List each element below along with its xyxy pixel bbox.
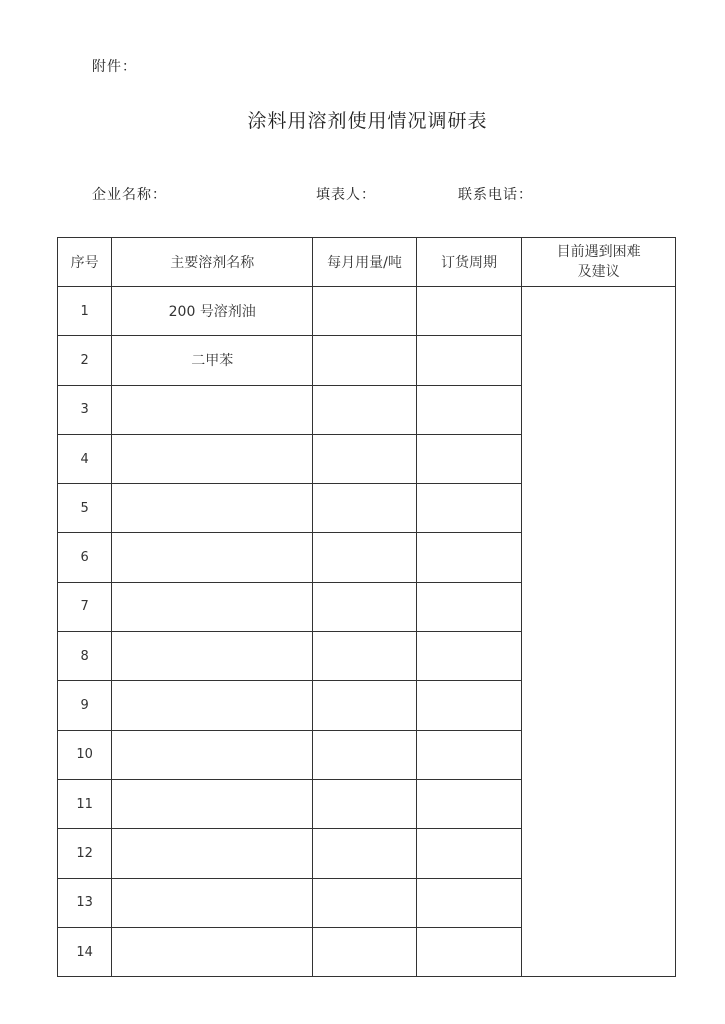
- table-body: [58, 287, 676, 977]
- order-cycle-cell[interactable]: [416, 779, 522, 828]
- solvent-name-cell[interactable]: 200 号溶剂油: [112, 287, 313, 336]
- monthly-usage-cell[interactable]: [313, 632, 417, 681]
- solvent-name-cell[interactable]: [112, 632, 313, 681]
- row-number-cell: 10: [58, 730, 112, 779]
- row-number-cell: 8: [58, 632, 112, 681]
- order-cycle-cell[interactable]: [416, 336, 522, 385]
- row-number-cell: 2: [58, 336, 112, 385]
- order-cycle-cell[interactable]: [416, 434, 522, 483]
- table-header-row: [58, 238, 676, 287]
- solvent-name-cell[interactable]: [112, 927, 313, 976]
- row-number-cell: 5: [58, 484, 112, 533]
- order-cycle-cell[interactable]: [416, 681, 522, 730]
- column-header-difficulties-line1: 目前遇到困难: [556, 244, 641, 260]
- monthly-usage-cell[interactable]: [313, 336, 417, 385]
- solvent-name-cell[interactable]: [112, 484, 313, 533]
- order-cycle-cell[interactable]: [416, 287, 522, 336]
- row-number-cell: 14: [58, 927, 112, 976]
- solvent-survey-table: [57, 237, 676, 977]
- solvent-name-cell[interactable]: [112, 779, 313, 828]
- company-name-label: 企业名称：: [92, 187, 167, 203]
- monthly-usage-cell[interactable]: [313, 927, 417, 976]
- solvent-name-cell[interactable]: 二甲苯: [112, 336, 313, 385]
- monthly-usage-cell[interactable]: [313, 681, 417, 730]
- row-number-cell: 4: [58, 434, 112, 483]
- monthly-usage-cell[interactable]: [313, 287, 417, 336]
- column-header-no: 序号: [58, 238, 112, 287]
- order-cycle-cell[interactable]: [416, 484, 522, 533]
- monthly-usage-cell[interactable]: [313, 385, 417, 434]
- solvent-name-cell[interactable]: [112, 681, 313, 730]
- monthly-usage-cell[interactable]: [313, 878, 417, 927]
- column-header-difficulties-line2: 及建议: [577, 264, 620, 280]
- column-header-monthly-usage: 每月用量/吨: [313, 238, 417, 287]
- order-cycle-cell[interactable]: [416, 385, 522, 434]
- solvent-name-cell[interactable]: [112, 730, 313, 779]
- solvent-name-cell[interactable]: [112, 434, 313, 483]
- monthly-usage-cell[interactable]: [313, 779, 417, 828]
- row-number-cell: 11: [58, 779, 112, 828]
- column-header-order-cycle: 订货周期: [416, 238, 522, 287]
- order-cycle-cell[interactable]: [416, 632, 522, 681]
- order-cycle-cell[interactable]: [416, 533, 522, 582]
- order-cycle-cell[interactable]: [416, 878, 522, 927]
- order-cycle-cell[interactable]: [416, 582, 522, 631]
- row-number-cell: 13: [58, 878, 112, 927]
- monthly-usage-cell[interactable]: [313, 533, 417, 582]
- document-title: 涂料用溶剂使用情况调研表: [247, 110, 488, 132]
- attachment-label: 附件：: [92, 59, 137, 75]
- order-cycle-cell[interactable]: [416, 927, 522, 976]
- row-number-cell: 3: [58, 385, 112, 434]
- monthly-usage-cell[interactable]: [313, 730, 417, 779]
- solvent-name-cell[interactable]: [112, 829, 313, 878]
- row-number-cell: 1: [58, 287, 112, 336]
- order-cycle-cell[interactable]: [416, 730, 522, 779]
- contact-phone-label: 联系电话：: [458, 187, 533, 203]
- form-filler-label: 填表人：: [316, 187, 376, 203]
- solvent-name-cell[interactable]: [112, 385, 313, 434]
- monthly-usage-cell[interactable]: [313, 484, 417, 533]
- monthly-usage-cell[interactable]: [313, 582, 417, 631]
- solvent-name-cell[interactable]: [112, 582, 313, 631]
- table-row: [58, 287, 676, 336]
- row-number-cell: 6: [58, 533, 112, 582]
- column-header-difficulties: [522, 238, 676, 287]
- row-number-cell: 7: [58, 582, 112, 631]
- row-number-cell: 12: [58, 829, 112, 878]
- solvent-name-cell[interactable]: [112, 533, 313, 582]
- order-cycle-cell[interactable]: [416, 829, 522, 878]
- difficulties-suggestions-cell[interactable]: [522, 287, 676, 977]
- column-header-solvent-name: 主要溶剂名称: [112, 238, 313, 287]
- monthly-usage-cell[interactable]: [313, 434, 417, 483]
- monthly-usage-cell[interactable]: [313, 829, 417, 878]
- solvent-name-cell[interactable]: [112, 878, 313, 927]
- row-number-cell: 9: [58, 681, 112, 730]
